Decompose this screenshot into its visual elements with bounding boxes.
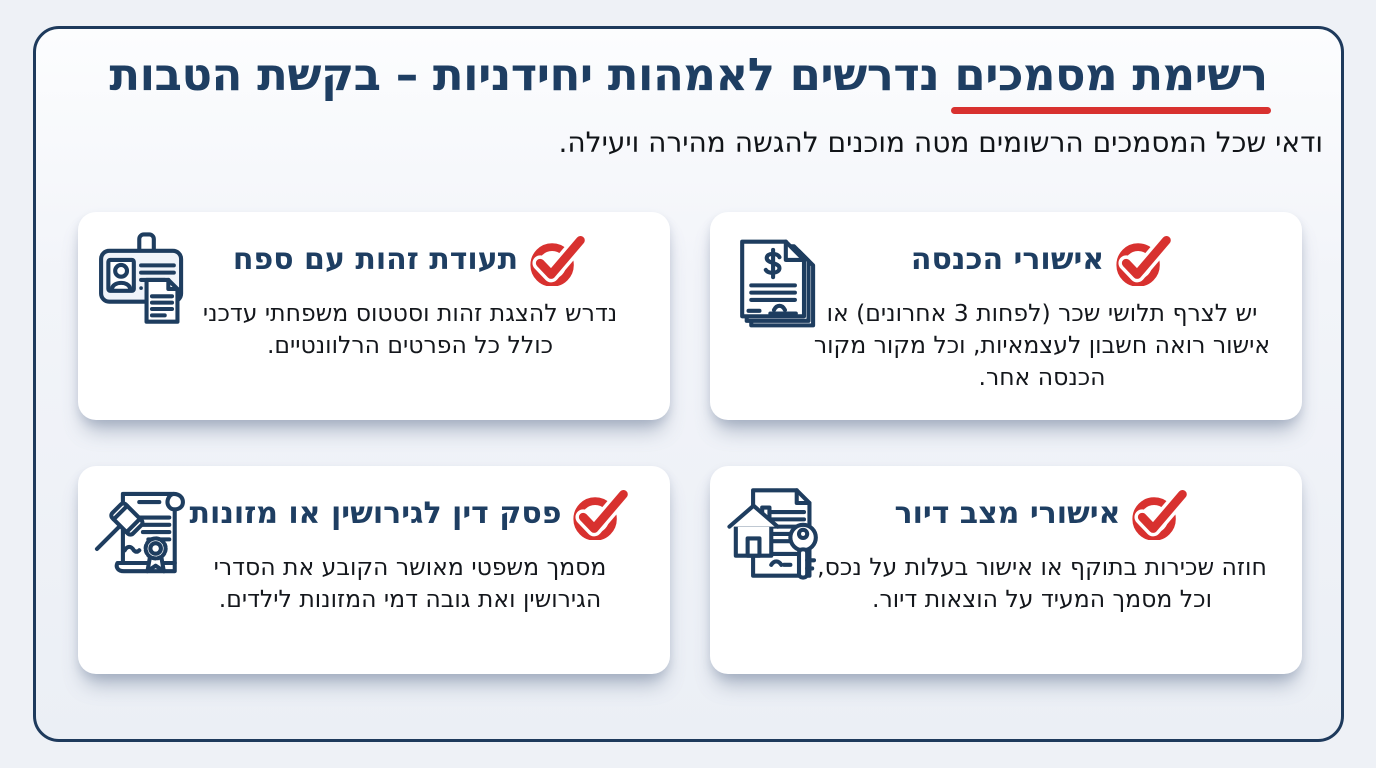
card-income-body: יש לצרף תלושי שכר (לפחות 3 אחרונים) או אישור רואה חשבון לעצמאיות, וכל מקור מקור הכנסה אחר.: [813, 299, 1271, 392]
house-contract-key-icon: [724, 482, 824, 584]
card-id-body: נדרש להצגת זהות וסטטוס משפחתי עדכני כולל כל הפרטים הרלוונטיים.: [202, 299, 618, 360]
salary-documents-icon: [724, 228, 824, 330]
red-check-circle-icon: [573, 487, 630, 540]
red-check-circle-icon: [1116, 233, 1173, 286]
card-income-title: אישורי הכנסה: [910, 242, 1105, 277]
red-check-circle-icon: [1132, 487, 1189, 540]
card-housing-body: חוזה שכירות בתוקף או אישור בעלות על נכס, וכל מסמך המעיד על הוצאות דיור.: [817, 553, 1267, 614]
page-title: [36, 49, 1341, 101]
title-underlined-phrase: רשימת מסמכים: [954, 48, 1268, 101]
card-divorce-judgment: [78, 466, 670, 674]
cards-grid: [78, 212, 1302, 674]
card-id-title: תעודת זהות עם ספח: [232, 242, 519, 277]
header: [36, 29, 1341, 159]
card-id-with-appendix: [78, 212, 670, 420]
red-check-circle-icon: [530, 233, 587, 286]
card-housing-status: [710, 466, 1302, 674]
title-rest: נדרשים לאמהות יחידניות – בקשת הטבות: [109, 48, 940, 101]
id-card-with-document-icon: [92, 228, 192, 330]
outer-frame: [33, 26, 1344, 742]
page-subtitle: ודאי שכל המסמכים הרשומים מטה מוכנים להגשה מהירה ויעילה.: [558, 125, 1323, 159]
gavel-certificate-icon: [92, 482, 192, 584]
card-divorce-title: פסק דין לגירושין או מזונות: [189, 496, 562, 531]
card-housing-title: אישורי מצב דיור: [894, 496, 1121, 531]
card-income-certificates: [710, 212, 1302, 420]
card-divorce-body: מסמך משפטי מאושר הקובע את הסדרי הגירושין ואת גובה דמי המזונות לילדים.: [213, 553, 607, 614]
